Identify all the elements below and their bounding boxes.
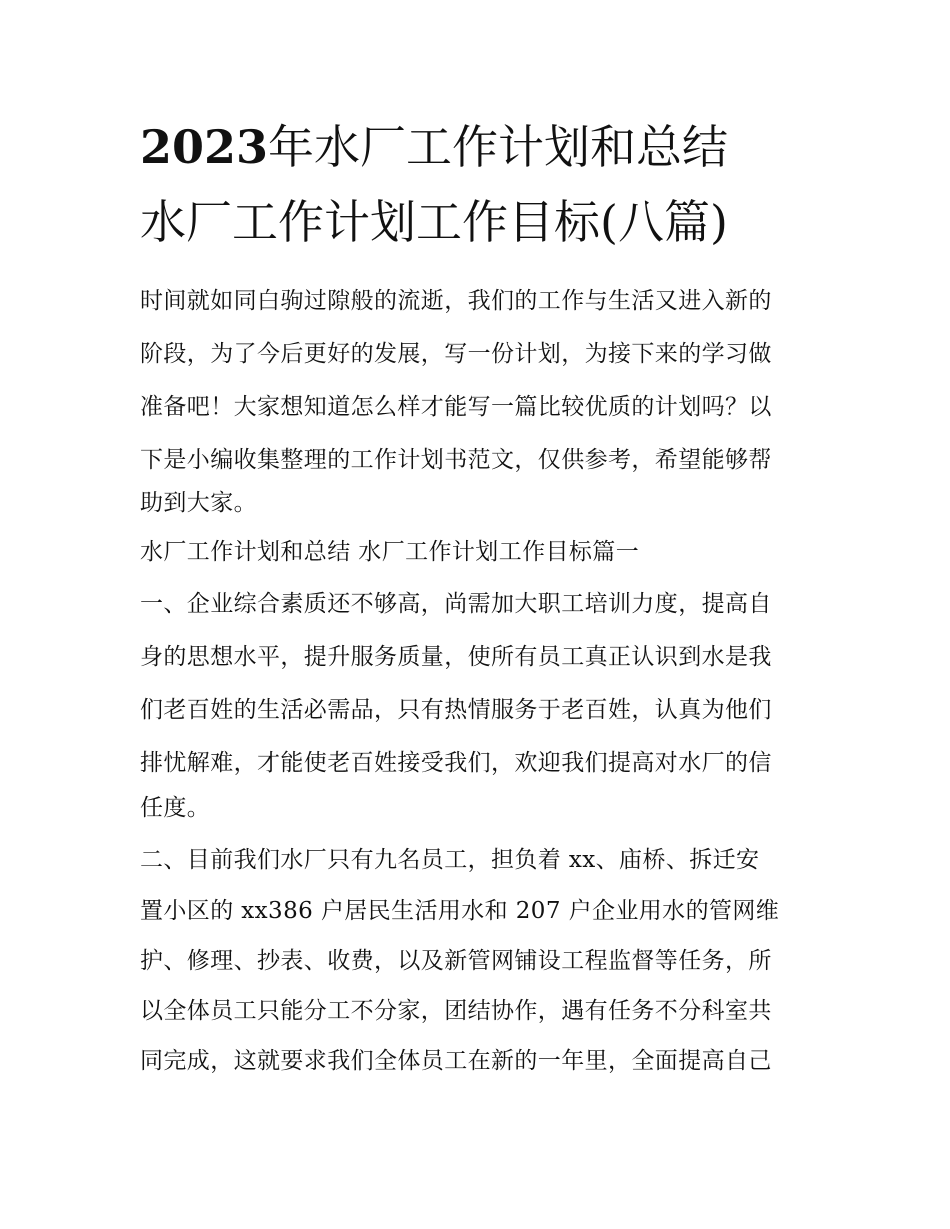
document-title-line-2: 水厂工作计划工作目标(八篇) [140,195,728,249]
body-text-line: 置小区的 xx386 户居民生活用水和 207 户企业用水的管网维 [140,898,780,924]
body-text-line: 时间就如同白驹过隙般的流逝，我们的工作与生活又进入新的 [140,288,772,314]
body-text-line: 同完成，这就要求我们全体员工在新的一年里，全面提高自己 [140,1048,772,1074]
body-text-line: 二、目前我们水厂只有九名员工，担负着 xx、庙桥、拆迁安 [140,847,760,873]
body-text-line: 一、企业综合素质还不够高，尚需加大职工培训力度，提高自 [140,591,772,617]
body-text-line: 护、修理、抄表、收费，以及新管网铺设工程监督等任务，所 [140,948,772,974]
document-title-line-1 [140,121,820,173]
title-year: 2023 [140,120,269,174]
body-text-line: 以全体员工只能分工不分家，团结协作，遇有任务不分科室共 [140,998,772,1024]
body-text-line: 准备吧！大家想知道怎么样才能写一篇比较优质的计划吗？以 [140,394,772,420]
body-text-line: 助到大家。 [140,490,257,516]
body-text-line: 下是小编收集整理的工作计划书范文，仅供参考，希望能够帮 [140,447,772,473]
body-text-line: 们老百姓的生活必需品，只有热情服务于老百姓，认真为他们 [140,697,772,723]
body-text-line: 阶段，为了今后更好的发展，写一份计划，为接下来的学习做 [140,341,772,367]
title-line-1-text: 年水厂工作计划和总结 [268,120,729,174]
body-text-line: 排忧解难，才能使老百姓接受我们，欢迎我们提高对水厂的信 [140,750,772,776]
body-text-line: 身的思想水平，提升服务质量，使所有员工真正认识到水是我 [140,644,772,670]
body-text-line: 任度。 [140,795,211,821]
section-heading: 水厂工作计划和总结 水厂工作计划工作目标篇一 [140,539,640,565]
